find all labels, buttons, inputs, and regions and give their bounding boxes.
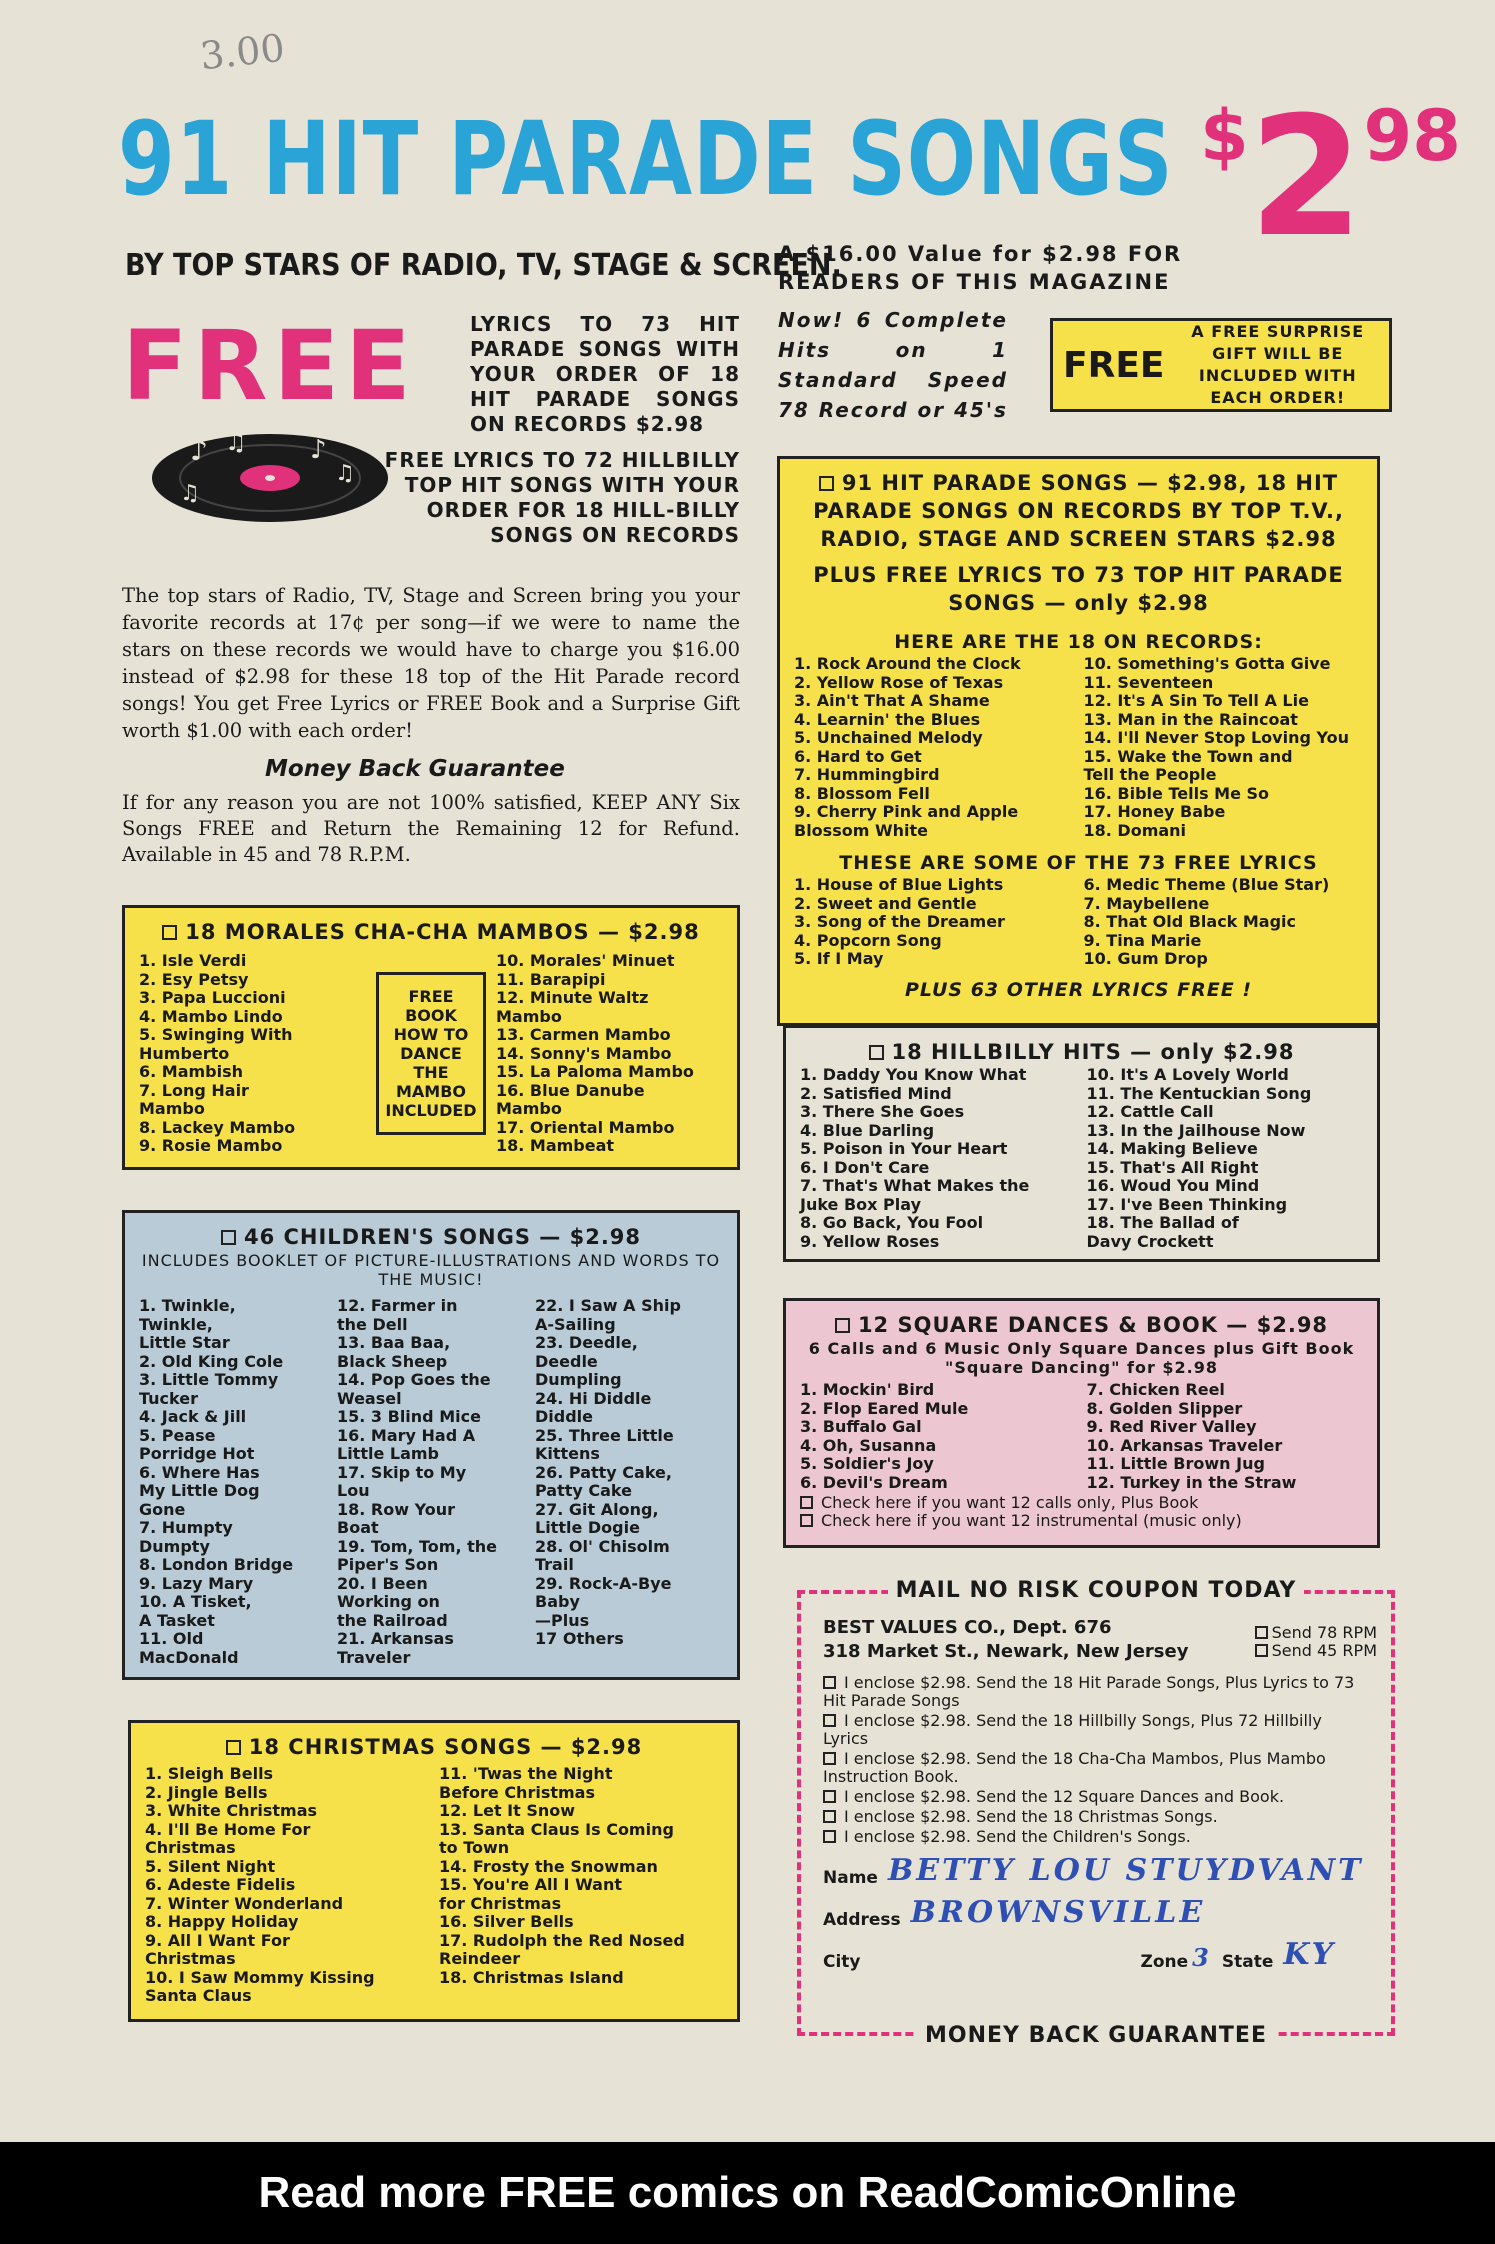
- svg-text:♪: ♪: [310, 435, 327, 465]
- list-item: 2. Yellow Rose of Texas: [794, 672, 1004, 692]
- list-item: 3. Ain't That A Shame: [794, 691, 990, 710]
- lyrics-right: [1084, 876, 1364, 969]
- children-col2: [337, 1297, 525, 1667]
- coupon-option[interactable]: [823, 1712, 1369, 1748]
- square-right: [1087, 1381, 1364, 1492]
- svg-text:♪: ♪: [190, 434, 208, 467]
- list-item: 10. It's A Lovely World: [1086, 1065, 1289, 1084]
- list-item: 1. Mockin' Bird: [800, 1380, 935, 1399]
- list-item: 2. Flop Eared Mule: [800, 1398, 969, 1418]
- state-value: KY: [1283, 1937, 1337, 1972]
- list-item: 12. Turkey in the Straw: [1086, 1472, 1297, 1492]
- list-item: 6. Devil's Dream: [800, 1472, 948, 1492]
- list-item: 14. I'll Never Stop Loving You: [1083, 728, 1349, 747]
- lyrics-offer-2: FREE LYRICS TO 72 HILLBILLY TOP HIT SONGS WITH YOUR ORDER FOR 18 HILL-BILLY SONGS ON RECORDS: [384, 448, 740, 547]
- mambos-box: [122, 905, 740, 1170]
- list-item: 9. Tina Marie: [1083, 930, 1202, 950]
- coupon-option-checkbox[interactable]: [823, 1714, 836, 1727]
- hillbilly-right: [1087, 1066, 1364, 1251]
- hit-parade-subtitle: PLUS FREE LYRICS TO 73 TOP HIT PARADE SONGS — only $2.98: [813, 563, 1344, 615]
- list-item: 3. Song of the Dreamer: [794, 912, 1005, 931]
- hillbilly-left: [800, 1066, 1077, 1251]
- coupon-option-checkbox[interactable]: [823, 1830, 836, 1843]
- list-item: 2. Old King Cole: [139, 1351, 284, 1371]
- christmas-right: [439, 1765, 723, 2006]
- list-item: 13. Man in the Raincoat: [1083, 709, 1298, 729]
- value-text: A $16.00 Value for $2.98 FOR READERS OF THIS MAGAZINE: [778, 242, 1183, 294]
- list-item: 16. Blue Danube Mambo: [496, 1080, 645, 1118]
- list-item: 17. Honey Babe: [1083, 802, 1226, 821]
- coupon-city-field[interactable]: [823, 1938, 1369, 1972]
- coupon-option-text: I enclose $2.98. Send the 18 Hillbilly Songs, Plus 72 Hillbilly Lyrics: [823, 1711, 1322, 1748]
- list-item: 11. 'Twas the Night Before Christmas: [439, 1764, 613, 1802]
- mambos-left: [139, 952, 366, 1156]
- rpm45-option: Send 45 RPM: [1255, 1642, 1377, 1660]
- guarantee-title: Money Back Guarantee: [265, 756, 565, 782]
- list-item: 4. Blue Darling: [800, 1120, 935, 1140]
- lyrics-offer-1: LYRICS TO 73 HIT PARADE SONGS WITH YOUR ORDER OF 18 HIT PARADE SONGS ON RECORDS $2.98: [470, 312, 740, 436]
- list-item: 10. A Tisket, A Tasket: [139, 1592, 252, 1630]
- list-item: 4. Learnin' the Blues: [794, 709, 981, 729]
- coupon-option-text: I enclose $2.98. Send the 18 Christmas Songs.: [844, 1807, 1218, 1826]
- list-item: 5. Swinging With Humberto: [139, 1025, 293, 1063]
- now-six-hits: Now! 6 Complete Hits on 1 Standard Speed 78 Record or 45's: [778, 308, 1008, 422]
- list-item: 18. Mambeat: [496, 1136, 615, 1155]
- byline: BY TOP STARS OF RADIO, TV, STAGE & SCREEN.: [125, 248, 842, 283]
- list-item: 23. Deedle, Deedle Dumpling: [535, 1333, 638, 1389]
- hit-parade-title: 91 HIT PARADE SONGS — $2.98, 18 HIT PARADE SONGS ON RECORDS BY TOP T.V., RADIO, STAGE AND SCREEN STARS $2.98: [813, 471, 1344, 551]
- list-item: 6. I Don't Care: [800, 1157, 930, 1177]
- list-item: 1. Rock Around the Clock: [794, 654, 1021, 673]
- list-item: 28. Ol' Chisolm Trail: [535, 1536, 670, 1574]
- list-item: 13. Santa Claus Is Coming to Town: [439, 1819, 674, 1857]
- price-cents: 98: [1363, 95, 1461, 177]
- list-item: 9. Red River Valley: [1086, 1417, 1257, 1436]
- list-item: 16. Silver Bells: [439, 1912, 574, 1931]
- surprise-text: A FREE SURPRISE GIFT WILL BE INCLUDED WITH EACH ORDER!: [1191, 322, 1365, 407]
- square-left: [800, 1381, 1077, 1492]
- lyrics-list: [794, 876, 1363, 969]
- list-item: 12. It's A Sin To Tell A Lie: [1083, 691, 1309, 710]
- square-list: [800, 1381, 1363, 1492]
- list-item: 2. Sweet and Gentle: [794, 893, 977, 913]
- list-item: 7. Maybellene: [1083, 893, 1210, 913]
- coupon-name-field[interactable]: Name BETTY LOU STUYDVANT: [823, 1853, 1364, 1888]
- list-item: 11. The Kentuckian Song: [1086, 1083, 1312, 1103]
- list-item: 5. Silent Night: [145, 1856, 276, 1876]
- surprise-free: FREE: [1063, 344, 1165, 386]
- list-item: 15. Wake the Town and Tell the People: [1083, 746, 1293, 784]
- surprise-gift-box: [1050, 318, 1392, 412]
- list-item: 11. Seventeen: [1083, 672, 1214, 692]
- list-item: 5. Soldier's Joy: [800, 1454, 934, 1473]
- list-item: 8. Go Back, You Fool: [800, 1213, 984, 1232]
- list-item: 1. Daddy You Know What: [800, 1065, 1027, 1084]
- list-item: 10. Something's Gotta Give: [1083, 654, 1331, 673]
- square-instrumental-checkbox[interactable]: [800, 1514, 813, 1527]
- list-item: 17. Oriental Mambo: [496, 1117, 675, 1137]
- square-check-2: Check here if you want 12 instrumental (music only): [800, 1512, 1363, 1530]
- list-item: 7. Long Hair Mambo: [139, 1080, 249, 1118]
- list-item: 8. Happy Holiday: [145, 1912, 299, 1931]
- zone-label: Zone: [1140, 1952, 1189, 1972]
- svg-text:♫: ♫: [335, 461, 355, 486]
- list-item: 19. Tom, Tom, the Piper's Son: [337, 1536, 498, 1574]
- list-item: 16. Bible Tells Me So: [1083, 783, 1270, 803]
- list-item: 1. Twinkle, Twinkle, Little Star: [139, 1296, 236, 1352]
- square-dances-box: [783, 1298, 1380, 1548]
- coupon-option[interactable]: [823, 1808, 1369, 1826]
- list-item: 29. Rock-A-Bye Baby —Plus 17 Others: [535, 1573, 672, 1648]
- coupon-address-field[interactable]: Address BROWNSVILLE: [823, 1895, 1206, 1930]
- hillbilly-title: 18 HILLBILLY HITS — only $2.98: [800, 1038, 1363, 1066]
- list-item: 5. Pease Porridge Hot: [139, 1425, 255, 1463]
- list-item: 14. Frosty the Snowman: [439, 1856, 658, 1876]
- list-item: 17. Skip to My Lou: [337, 1462, 467, 1500]
- list-item: 26. Patty Cake, Patty Cake: [535, 1462, 672, 1500]
- list-item: 18. Domani: [1083, 820, 1187, 840]
- list-item: 25. Three Little Kittens: [535, 1425, 674, 1463]
- list-item: 20. I Been Working on the Railroad: [337, 1573, 448, 1630]
- list-item: 12. Let It Snow: [439, 1801, 576, 1820]
- order-coupon: [797, 1578, 1395, 2048]
- list-item: 22. I Saw A Ship A-Sailing: [535, 1296, 681, 1334]
- list-item: 4. Mambo Lindo: [139, 1006, 283, 1026]
- list-item: 13. Baa Baa, Black Sheep: [337, 1333, 451, 1371]
- list-item: 4. Jack & Jill: [139, 1407, 247, 1426]
- coupon-footer: MONEY BACK GUARANTEE: [801, 2023, 1391, 2048]
- price-dollar: $: [1200, 95, 1249, 177]
- christmas-title: 18 CHRISTMAS SONGS — $2.98: [145, 1733, 723, 1761]
- state-label: State: [1221, 1952, 1274, 1972]
- mambos-checkbox[interactable]: [162, 925, 177, 940]
- list-item: 5. Unchained Melody: [794, 728, 983, 747]
- coupon-option-text: I enclose $2.98. Send the 18 Hit Parade Songs, Plus Lyrics to 73 Hit Parade Songs: [823, 1673, 1355, 1710]
- coupon-company: BEST VALUES CO., Dept. 676: [823, 1617, 1112, 1638]
- coupon-option-text: I enclose $2.98. Send the 18 Cha-Cha Mambos, Plus Mambo Instruction Book.: [823, 1749, 1326, 1786]
- mambos-right: [496, 952, 723, 1156]
- coupon-option-checkbox[interactable]: [823, 1810, 836, 1823]
- coupon-address: 318 Market St., Newark, New Jersey: [823, 1641, 1189, 1662]
- coupon-title: MAIL NO RISK COUPON TODAY: [801, 1578, 1391, 1603]
- list-item: 3. Little Tommy Tucker: [139, 1370, 279, 1408]
- list-item: 8. Blossom Fell: [794, 783, 930, 803]
- records-list: [794, 655, 1363, 840]
- list-item: 6. Hard to Get: [794, 746, 922, 766]
- list-item: 7. Hummingbird: [794, 765, 940, 784]
- list-item: 9. Lazy Mary: [139, 1573, 254, 1593]
- lyrics-left: [794, 876, 1074, 969]
- list-item: 1. House of Blue Lights: [794, 875, 1004, 894]
- list-item: 8. Golden Slipper: [1086, 1398, 1243, 1418]
- list-item: 15. La Paloma Mambo: [496, 1062, 694, 1081]
- square-check-1: Check here if you want 12 calls only, Plus Book: [800, 1494, 1363, 1512]
- list-item: 11. Little Brown Jug: [1086, 1454, 1265, 1473]
- list-item: 8. That Old Black Magic: [1083, 912, 1297, 931]
- list-item: 1. Isle Verdi: [139, 951, 247, 970]
- list-item: 11. Old MacDonald: [139, 1629, 239, 1667]
- list-item: 16. Woud You Mind: [1086, 1176, 1260, 1195]
- christmas-box: [128, 1720, 740, 2022]
- list-item: 9. Rosie Mambo: [139, 1136, 283, 1155]
- list-item: 24. Hi Diddle Diddle: [535, 1388, 652, 1426]
- list-item: 4. Oh, Susanna: [800, 1435, 937, 1455]
- rpm-options: [1255, 1624, 1377, 1660]
- mambos-list: [139, 952, 723, 1156]
- headline: 91 HIT PARADE SONGS: [118, 100, 1174, 219]
- list-item: 2. Esy Petsy: [139, 969, 249, 989]
- list-item: 6. Where Has My Little Dog Gone: [139, 1462, 260, 1519]
- list-item: 5. If I May: [794, 949, 884, 968]
- coupon-option-checkbox[interactable]: [823, 1790, 836, 1803]
- list-item: 2. Jingle Bells: [145, 1782, 268, 1802]
- handwritten-price-note: 3.00: [197, 25, 287, 79]
- read-more-banner[interactable]: Read more FREE comics on ReadComicOnline: [0, 2142, 1495, 2244]
- square-calls-checkbox[interactable]: [800, 1496, 813, 1509]
- list-item: 15. You're All I Want for Christmas: [439, 1875, 622, 1913]
- rpm78-checkbox[interactable]: [1255, 1626, 1268, 1639]
- list-item: 3. Buffalo Gal: [800, 1417, 922, 1436]
- children-box: [122, 1210, 740, 1680]
- hillbilly-checkbox[interactable]: [869, 1045, 884, 1060]
- children-col1: [139, 1297, 327, 1667]
- list-item: 1. Sleigh Bells: [145, 1764, 274, 1783]
- list-item: 18. Row Your Boat: [337, 1499, 455, 1537]
- free-headline: FREE: [122, 310, 417, 422]
- list-item: 10. Morales' Minuet: [496, 951, 675, 970]
- list-item: 4. Popcorn Song: [794, 930, 942, 950]
- list-item: 11. Barapipi: [496, 969, 606, 989]
- list-item: 16. Mary Had A Little Lamb: [337, 1425, 476, 1463]
- list-item: 17. I've Been Thinking: [1086, 1194, 1288, 1214]
- coupon-option-text: I enclose $2.98. Send the 12 Square Dances and Book.: [844, 1787, 1285, 1806]
- zone-value: 3: [1192, 1943, 1212, 1972]
- list-item: 15. That's All Right: [1086, 1157, 1259, 1177]
- list-item: 3. White Christmas: [145, 1801, 318, 1820]
- hit-parade-box: [777, 456, 1380, 1026]
- hillbilly-list: [800, 1066, 1363, 1251]
- hillbilly-box: [783, 1025, 1380, 1262]
- list-item: 9. All I Want For Christmas: [145, 1930, 290, 1968]
- children-checkbox[interactable]: [221, 1230, 236, 1245]
- coupon-option-checkbox[interactable]: [823, 1752, 836, 1765]
- coupon-option[interactable]: [823, 1750, 1369, 1786]
- lyrics-title: THESE ARE SOME OF THE 73 FREE LYRICS: [839, 852, 1318, 874]
- price-whole: 2: [1248, 81, 1364, 273]
- hit-parade-checkbox[interactable]: [819, 476, 834, 491]
- list-item: 13. In the Jailhouse Now: [1086, 1120, 1306, 1140]
- list-item: 14. Making Believe: [1086, 1139, 1258, 1158]
- list-item: 10. I Saw Mommy Kissing Santa Claus: [145, 1967, 375, 2005]
- list-item: 12. Cattle Call: [1086, 1102, 1214, 1121]
- list-item: 14. Sonny's Mambo: [496, 1043, 672, 1063]
- coupon-name-value: BETTY LOU STUYDVANT: [887, 1853, 1364, 1888]
- records-left: [794, 655, 1074, 840]
- list-item: 10. Arkansas Traveler: [1086, 1435, 1283, 1455]
- price: [1200, 81, 1461, 273]
- list-item: 12. Farmer in the Dell: [337, 1296, 458, 1334]
- children-list: [139, 1297, 723, 1667]
- svg-text:♫: ♫: [225, 428, 247, 456]
- mambo-free-book: FREE BOOK HOW TO DANCE THE MAMBO INCLUDED: [376, 972, 486, 1135]
- guarantee-text: If for any reason you are not 100% satisfied, KEEP ANY Six Songs FREE and Return the Remaining 12 for Refund. Available in 45 and 78 R.P.M.: [122, 791, 740, 866]
- list-item: 8. London Bridge: [139, 1555, 294, 1574]
- square-checkbox[interactable]: [835, 1318, 850, 1333]
- list-item: 8. Lackey Mambo: [139, 1117, 296, 1137]
- list-item: 14. Pop Goes the Weasel: [337, 1370, 491, 1408]
- coupon-option-text: I enclose $2.98. Send the Children's Songs.: [844, 1827, 1191, 1846]
- list-item: 12. Minute Waltz Mambo: [496, 988, 649, 1026]
- rpm45-checkbox[interactable]: [1255, 1644, 1268, 1657]
- list-item: 9. Yellow Roses: [800, 1231, 940, 1251]
- coupon-options: [823, 1674, 1369, 1846]
- coupon-option[interactable]: [823, 1828, 1369, 1846]
- list-item: 13. Carmen Mambo: [496, 1025, 671, 1044]
- intro-paragraph: The top stars of Radio, TV, Stage and Screen bring you your favorite records at 17¢ per song—if we were to name the stars on these records we would have to charge you $16.00 instead of $2.98 for these 18 top of the Hit Parade record songs! You get Free Lyrics or FREE Book and a Surprise Gift worth $1.00 with each order!: [122, 584, 740, 742]
- list-item: 7. Winter Wonderland: [145, 1893, 344, 1913]
- square-note: 6 Calls and 6 Music Only Square Dances plus Gift Book "Square Dancing" for $2.98: [808, 1339, 1355, 1377]
- list-item: 10. Gum Drop: [1083, 949, 1208, 968]
- list-item: 2. Satisfied Mind: [800, 1083, 952, 1103]
- list-item: 3. Papa Luccioni: [139, 988, 286, 1007]
- list-item: 27. Git Along, Little Dogie: [535, 1499, 659, 1537]
- list-item: 6. Mambish: [139, 1062, 244, 1081]
- christmas-checkbox[interactable]: [226, 1740, 241, 1755]
- list-item: 18. The Ballad of Davy Crockett: [1086, 1213, 1239, 1251]
- city-label: City: [823, 1952, 861, 1972]
- vinyl-record-icon: [150, 420, 390, 530]
- christmas-list: [145, 1765, 723, 2006]
- records-right: [1084, 655, 1364, 840]
- records-title: HERE ARE THE 18 ON RECORDS:: [894, 631, 1263, 653]
- children-col3: [535, 1297, 723, 1667]
- list-item: 7. Humpty Dumpty: [139, 1518, 233, 1556]
- list-item: 6. Adeste Fidelis: [145, 1875, 296, 1894]
- list-item: 15. 3 Blind Mice: [337, 1407, 481, 1426]
- children-title: 46 CHILDREN'S SONGS — $2.98: [139, 1223, 723, 1251]
- list-item: 17. Rudolph the Red Nosed Reindeer: [439, 1930, 685, 1968]
- list-item: 3. There She Goes: [800, 1102, 965, 1121]
- coupon-option[interactable]: [823, 1674, 1369, 1710]
- mambos-title: 18 MORALES CHA-CHA MAMBOS — $2.98: [139, 918, 723, 946]
- svg-text:♫: ♫: [180, 481, 200, 506]
- list-item: 5. Poison in Your Heart: [800, 1139, 1008, 1158]
- list-item: 7. Chicken Reel: [1086, 1380, 1225, 1399]
- square-title: 12 SQUARE DANCES & BOOK — $2.98: [800, 1311, 1363, 1339]
- list-item: 21. Arkansas Traveler: [337, 1629, 454, 1667]
- list-item: 6. Medic Theme (Blue Star): [1083, 875, 1330, 894]
- plus-lyrics-note: PLUS 63 OTHER LYRICS FREE !: [904, 978, 1253, 1001]
- coupon-option[interactable]: [823, 1788, 1369, 1806]
- list-item: 7. That's What Makes the Juke Box Play: [800, 1176, 1030, 1214]
- list-item: 4. I'll Be Home For Christmas: [145, 1819, 311, 1857]
- rpm78-option: Send 78 RPM: [1255, 1624, 1377, 1642]
- children-note: INCLUDES BOOKLET OF PICTURE-ILLUSTRATIONS AND WORDS TO THE MUSIC!: [141, 1251, 721, 1289]
- list-item: 9. Cherry Pink and Apple Blossom White: [794, 802, 1019, 840]
- christmas-left: [145, 1765, 429, 2006]
- list-item: 18. Christmas Island: [439, 1967, 624, 1987]
- coupon-address-value: BROWNSVILLE: [910, 1895, 1206, 1930]
- coupon-option-checkbox[interactable]: [823, 1676, 836, 1689]
